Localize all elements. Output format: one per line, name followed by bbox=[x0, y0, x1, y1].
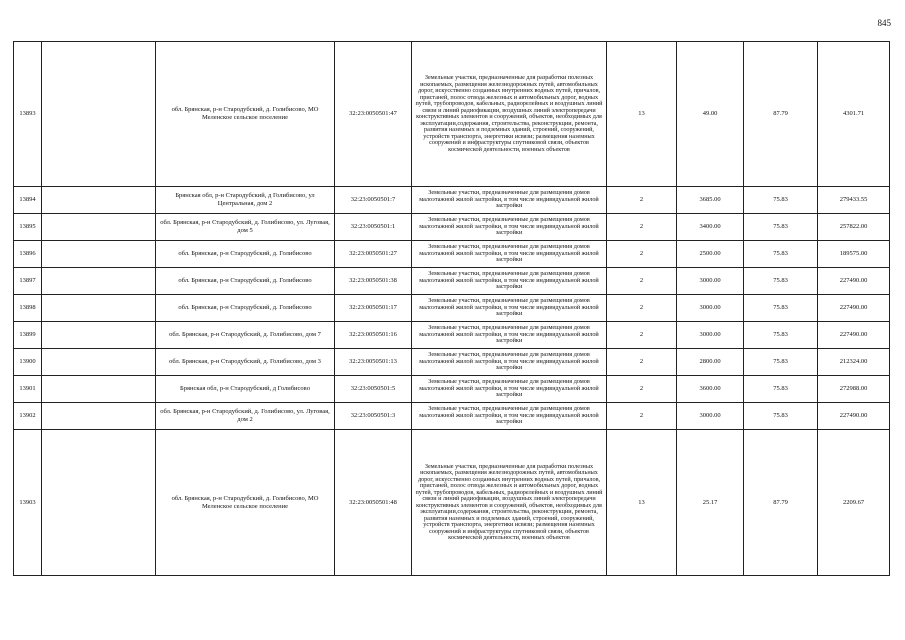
row-id: 13899 bbox=[14, 322, 42, 349]
group-cell: 2 bbox=[607, 241, 677, 268]
cadastral-value-cell: 227490.00 bbox=[818, 403, 890, 430]
table-row bbox=[14, 42, 890, 187]
land-use-cell: Земельные участки, предназначенные для размещения домов малоэтажной жилой застройки, в том числе индивидуальной жилой застройки bbox=[412, 214, 607, 241]
address-cell: обл. Брянская, р-н Стародубский, д. Голибисово, ул. Луговая, дом 5 bbox=[156, 214, 335, 241]
area-cell: 2800.00 bbox=[677, 349, 744, 376]
address-cell: обл. Брянская, р-н Стародубский, д. Голибисово bbox=[156, 241, 335, 268]
rate-cell: 75.83 bbox=[744, 268, 818, 295]
area-cell: 3000.00 bbox=[677, 295, 744, 322]
cadastral-value-cell: 257822.00 bbox=[818, 214, 890, 241]
table-row bbox=[14, 349, 890, 376]
land-use-cell: Земельные участки, предназначенные для размещения домов малоэтажной жилой застройки, в том числе индивидуальной жилой застройки bbox=[412, 322, 607, 349]
cadastral-number-cell: 32:23:0050501:13 bbox=[335, 349, 412, 376]
empty-cell bbox=[42, 349, 156, 376]
area-cell: 3000.00 bbox=[677, 403, 744, 430]
group-cell: 2 bbox=[607, 268, 677, 295]
rate-cell: 87.79 bbox=[744, 430, 818, 576]
land-use-cell: Земельные участки, предназначенные для размещения домов малоэтажной жилой застройки, в том числе индивидуальной жилой застройки bbox=[412, 241, 607, 268]
address-cell: Брянская обл, р-н Стародубский, д Голибисово, ул Центральная, дом 2 bbox=[156, 187, 335, 214]
address-cell: обл. Брянская, р-н Стародубский, д. Голибисово, ул. Луговая, дом 2 bbox=[156, 403, 335, 430]
rate-cell: 75.83 bbox=[744, 187, 818, 214]
table-row bbox=[14, 268, 890, 295]
cadastral-number-cell: 32:23:0050501:38 bbox=[335, 268, 412, 295]
row-id: 13896 bbox=[14, 241, 42, 268]
cadastral-number-cell: 32:23:0050501:16 bbox=[335, 322, 412, 349]
empty-cell bbox=[42, 214, 156, 241]
rate-cell: 75.83 bbox=[744, 241, 818, 268]
table-row bbox=[14, 214, 890, 241]
group-cell: 2 bbox=[607, 295, 677, 322]
empty-cell bbox=[42, 430, 156, 576]
cadastral-value-cell: 279433.55 bbox=[818, 187, 890, 214]
land-use-cell: Земельные участки, предназначенные для разработки полезных ископаемых, размещения железнодорожных путей, автомобильных дорог, искусственно созданных внутренних водных путей, причалов, пристаней, полос отвода железных и автомобильных дорог, водных путей, трубопроводов, кабельных, радиорелейных и воздушных линий связи и линий радиофикации, воздушных линий электропередачи конструктивных элементов и сооружений, объектов, необходимых для эксплуатации,содержания, строительства, реконструкции, ремонта, развития наземных и подземных зданий, строений, сооружений, устройств транспорта, энергетики исвязи; размещения наземных сооружений и инфраструктуры спутниковой связи, объектов космической деятельности, военных объектов bbox=[412, 430, 607, 576]
table-row bbox=[14, 322, 890, 349]
address-cell: обл. Брянская, р-н Стародубский, д. Голибисово, дом 7 bbox=[156, 322, 335, 349]
empty-cell bbox=[42, 295, 156, 322]
address-cell: обл. Брянская, р-н Стародубский, д. Голибисово, МО Меленское сельское поселение bbox=[156, 42, 335, 187]
table-row bbox=[14, 241, 890, 268]
row-id: 13895 bbox=[14, 214, 42, 241]
area-cell: 25.17 bbox=[677, 430, 744, 576]
empty-cell bbox=[42, 187, 156, 214]
table-row bbox=[14, 376, 890, 403]
area-cell: 3600.00 bbox=[677, 376, 744, 403]
cadastral-value-cell: 227490.00 bbox=[818, 322, 890, 349]
rate-cell: 87.79 bbox=[744, 42, 818, 187]
rate-cell: 75.83 bbox=[744, 376, 818, 403]
row-id: 13900 bbox=[14, 349, 42, 376]
cadastral-number-cell: 32:23:0050501:5 bbox=[335, 376, 412, 403]
cadastral-value-table bbox=[13, 41, 890, 576]
row-id: 13901 bbox=[14, 376, 42, 403]
cadastral-number-cell: 32:23:0050501:1 bbox=[335, 214, 412, 241]
cadastral-value-cell: 2209.67 bbox=[818, 430, 890, 576]
cadastral-number-cell: 32:23:0050501:47 bbox=[335, 42, 412, 187]
group-cell: 2 bbox=[607, 349, 677, 376]
page-number: 845 bbox=[877, 18, 891, 28]
group-cell: 2 bbox=[607, 403, 677, 430]
row-id: 13902 bbox=[14, 403, 42, 430]
group-cell: 13 bbox=[607, 42, 677, 187]
empty-cell bbox=[42, 376, 156, 403]
table-row bbox=[14, 187, 890, 214]
group-cell: 13 bbox=[607, 430, 677, 576]
row-id: 13903 bbox=[14, 430, 42, 576]
address-cell: обл. Брянская, р-н Стародубский, д. Голибисово, МО Меленское сельское поселение bbox=[156, 430, 335, 576]
address-cell: обл. Брянская, р-н Стародубский, д. Голибисово bbox=[156, 268, 335, 295]
cadastral-value-cell: 272988.00 bbox=[818, 376, 890, 403]
rate-cell: 75.83 bbox=[744, 322, 818, 349]
rate-cell: 75.83 bbox=[744, 295, 818, 322]
row-id: 13898 bbox=[14, 295, 42, 322]
land-use-cell: Земельные участки, предназначенные для разработки полезных ископаемых, размещения железнодорожных путей, автомобильных дорог, искусственно созданных внутренних водных путей, причалов, пристаней, полос отвода железных и автомобильных дорог, водных путей, трубопроводов, кабельных, радиорелейных и воздушных линий связи и линий радиофикации, воздушных линий электропередачи конструктивных элементов и сооружений, объектов, необходимых для эксплуатации,содержания, строительства, реконструкции, ремонта, развития наземных и подземных зданий, строений, сооружений, устройств транспорта, энергетики исвязи; размещения наземных сооружений и инфраструктуры спутниковой связи, объектов космической деятельности, военных объектов bbox=[412, 42, 607, 187]
land-use-cell: Земельные участки, предназначенные для размещения домов малоэтажной жилой застройки, в том числе индивидуальной жилой застройки bbox=[412, 349, 607, 376]
rate-cell: 75.83 bbox=[744, 403, 818, 430]
address-cell: обл. Брянская, р-н Стародубский, д. Голибисово bbox=[156, 295, 335, 322]
cadastral-value-cell: 227490.00 bbox=[818, 295, 890, 322]
cadastral-value-cell: 212324.00 bbox=[818, 349, 890, 376]
group-cell: 2 bbox=[607, 214, 677, 241]
land-use-cell: Земельные участки, предназначенные для размещения домов малоэтажной жилой застройки, в том числе индивидуальной жилой застройки bbox=[412, 187, 607, 214]
area-cell: 2500.00 bbox=[677, 241, 744, 268]
land-use-cell: Земельные участки, предназначенные для размещения домов малоэтажной жилой застройки, в том числе индивидуальной жилой застройки bbox=[412, 376, 607, 403]
cadastral-number-cell: 32:23:0050501:48 bbox=[335, 430, 412, 576]
cadastral-number-cell: 32:23:0050501:3 bbox=[335, 403, 412, 430]
area-cell: 3000.00 bbox=[677, 268, 744, 295]
rate-cell: 75.83 bbox=[744, 349, 818, 376]
area-cell: 3000.00 bbox=[677, 322, 744, 349]
group-cell: 2 bbox=[607, 376, 677, 403]
address-cell: обл. Брянская, р-н Стародубский, д. Голибисово, дом 3 bbox=[156, 349, 335, 376]
area-cell: 49.00 bbox=[677, 42, 744, 187]
address-cell: Брянская обл, р-н Стародубский, д Голибисово bbox=[156, 376, 335, 403]
cadastral-value-cell: 4301.71 bbox=[818, 42, 890, 187]
cadastral-number-cell: 32:23:0050501:7 bbox=[335, 187, 412, 214]
area-cell: 3685.00 bbox=[677, 187, 744, 214]
group-cell: 2 bbox=[607, 322, 677, 349]
empty-cell bbox=[42, 322, 156, 349]
area-cell: 3400.00 bbox=[677, 214, 744, 241]
empty-cell bbox=[42, 241, 156, 268]
empty-cell bbox=[42, 42, 156, 187]
table-row bbox=[14, 295, 890, 322]
cadastral-value-cell: 189575.00 bbox=[818, 241, 890, 268]
cadastral-number-cell: 32:23:0050501:17 bbox=[335, 295, 412, 322]
table-row bbox=[14, 403, 890, 430]
land-use-cell: Земельные участки, предназначенные для размещения домов малоэтажной жилой застройки, в том числе индивидуальной жилой застройки bbox=[412, 268, 607, 295]
table-row bbox=[14, 430, 890, 576]
empty-cell bbox=[42, 403, 156, 430]
row-id: 13894 bbox=[14, 187, 42, 214]
land-use-cell: Земельные участки, предназначенные для размещения домов малоэтажной жилой застройки, в том числе индивидуальной жилой застройки bbox=[412, 295, 607, 322]
empty-cell bbox=[42, 268, 156, 295]
group-cell: 2 bbox=[607, 187, 677, 214]
row-id: 13893 bbox=[14, 42, 42, 187]
cadastral-number-cell: 32:23:0050501:27 bbox=[335, 241, 412, 268]
row-id: 13897 bbox=[14, 268, 42, 295]
cadastral-value-cell: 227490.00 bbox=[818, 268, 890, 295]
land-use-cell: Земельные участки, предназначенные для размещения домов малоэтажной жилой застройки, в том числе индивидуальной жилой застройки bbox=[412, 403, 607, 430]
rate-cell: 75.83 bbox=[744, 214, 818, 241]
